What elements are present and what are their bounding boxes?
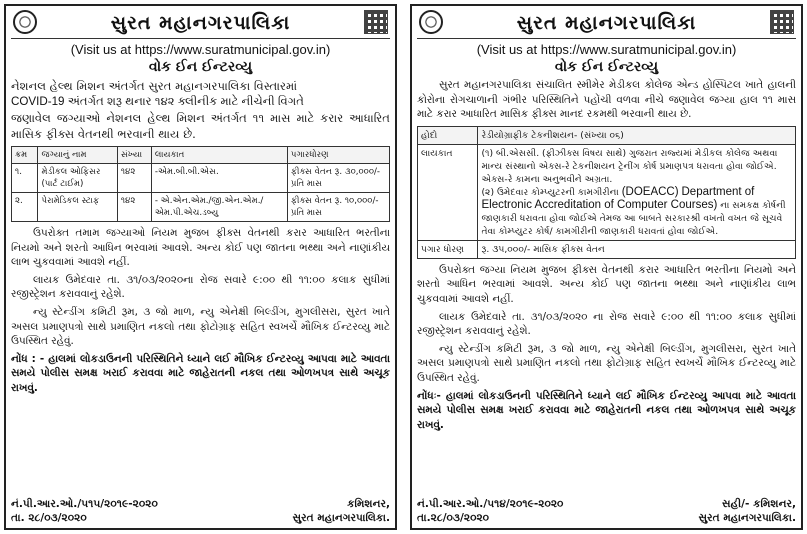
signatory-title: કમિશનર, <box>347 498 390 510</box>
cell-qualification: -એમ.બી.બી.એસ. <box>151 164 287 193</box>
cell-count: ૧૪૨ <box>117 164 151 193</box>
qr-code-icon <box>364 10 388 34</box>
pay-label: પગાર ધોરણ <box>418 240 478 258</box>
municipal-emblem-icon <box>13 10 37 34</box>
advertisement-left <box>4 4 397 530</box>
notice-date: તા. ૨૮/૦૩/૨૦૨૦ <box>11 512 87 524</box>
table-row <box>12 193 390 222</box>
footer <box>11 497 390 525</box>
cell-qualification: - એ.એન.એમ./જી.એન.એમ./ એમ.પી.એચ.ડબ્યુ <box>151 193 287 222</box>
pay-value: રૂ. ૩૫,૦૦૦/- માસિક ફીક્સ વેતન <box>478 240 796 258</box>
footer <box>417 497 796 525</box>
venue-paragraph: ન્યુ સ્ટેન્ડીંગ કમિટી રૂમ, ૩ જો માળ, ન્યુ એનેક્ષી બિલ્ડીંગ, મુગલીસરા, સુરત ખાતે અસલ પ્રમાણપત્રો સાથે પ્રમાણિત નકલો તથા ફોટોગ્રાફ સહિત સ્વખર્ચે મૌખિક ઈન્ટરવ્યુ માટે ઉપસ્થિત રહેવું. <box>417 342 796 384</box>
table-row <box>418 240 796 258</box>
table-row <box>12 164 390 193</box>
col-qualification: લાયકાત <box>151 147 287 164</box>
website-link[interactable]: (Visit us at https://www.suratmunicipal.gov.in) <box>70 42 331 57</box>
posts-table <box>11 146 390 222</box>
advertisement-right <box>410 4 803 530</box>
notice-date: તા.૨૮/૦૩/૨૦૨૦ <box>417 512 490 524</box>
intro-line-2: COVID-19 અંતર્ગત શરૂ થનાર ૧૪૨ ક્લીનીક માટે નીચેની વિગતે <box>11 95 304 108</box>
terms-paragraph: ઉપરોક્ત જગ્યા નિયમ મુજબ ફીક્સ વેતનથી કરાર આધારિત ભરતીના નિયમો અને શરતો આધિન ભરવામાં આવશે. અન્ય કોઈ પણ જાતના ભથ્થા અને નાણાંકીય લાભ ચુકવવામાં આવશે નહીં. <box>417 263 796 305</box>
registration-paragraph: લાયક ઉમેદવારે તા. ૩૧/૦૩/૨૦૨૦ ના રોજ સવારે ૯:૦૦ થી ૧૧:૦૦ કલાક સુધીમાં રજીસ્ટ્રેશન કરાવવાનું રહેશે. <box>417 310 796 338</box>
intro-line-3: જણાવેલ જગ્યાઓ નેશનલ હેલ્થ મિશન અંતર્ગત ૧૧ માસ માટે કરાર આધારિત માસિક ફીક્સ વેતનથી ભરવાની થાય છે. <box>11 111 390 141</box>
venue-paragraph: ન્યુ સ્ટેન્ડીંગ કમિટી રૂમ, ૩ જો માળ, ન્યુ એનેક્ષી બિલ્ડીંગ, મુગલીસરા, સુરત ખાતે અસલ પ્રમાણપત્રો સાથે પ્રમાણિત નકલો તથા ફોટોગ્રાફ સહિત સ્વખર્ચે મૌખિક ઈન્ટરવ્યુ માટે ઉપસ્થિત રહેવું. <box>11 305 390 348</box>
qualification-1: (૧) બી.એસસી. (ફીઝીક્સ વિષય સાથે) ગુજરાત રાજ્યમાં મેડીકલ કોલેજ અથવા માન્ય સંસ્થાનો એક્સ-રે ટેકનીશયન ટ્રેનીંગ કોર્ષ પ્રમાણપત્ર ધરાવતા હોવા જોઈએ. એક્સ-રે કામના અનુભવીને અગ્રતા. <box>481 147 778 185</box>
reference-number: નં.પી.આર.ઓ./૫૧૫/૨૦૧૯-૨૦૨૦ <box>11 498 158 510</box>
qualification-2-b: ના સમકક્ષ કોર્ષની જાણકારી ધરાવતા હોવા જોઈએ તેમજ આ બાબતે સરકારશ્રી વખતો વખત જે સૂચવે તેવા કોમ્પ્યુટર કોર્ષ/ કામગીરીની જાણકારી ધરાવતાં હોવા જોઈએ. <box>481 199 786 237</box>
org-name: સુરત મહાનગરપાલિકા <box>110 12 291 34</box>
registration-paragraph: લાયક ઉમેદવાર તા. ૩૧/૦૩/૨૦૨૦ના રોજ સવારે ૯:૦૦ થી ૧૧:૦૦ કલાક સુધીમાં રજીસ્ટ્રેશન કરાવવાનું રહેશે. <box>11 273 390 301</box>
reference-number: નં.પી.આર.ઓ./૫૧૪/૨૦૧૯-૨૦૨૦ <box>417 498 564 510</box>
post-value: રેડીયોગ્રાફીક ટેકનીશયન- (સંખ્યા ૦૬) <box>478 126 796 144</box>
col-count: સંખ્યા <box>117 147 151 164</box>
post-table <box>417 126 796 259</box>
cell-sr: ૧. <box>12 164 38 193</box>
post-label: હોદો <box>418 126 478 144</box>
cell-sr: ૨. <box>12 193 38 222</box>
doeacc-full-name: Department of Electronic Accreditation of Computer Courses) <box>481 185 755 211</box>
table-header-row <box>12 147 390 164</box>
cell-post: પેરામેડિકલ સ્ટાફ <box>38 193 117 222</box>
signatory-org: સુરત મહાનગરપાલિકા. <box>698 512 796 524</box>
qualification-2 <box>481 186 792 238</box>
signatory-title: સહી/- કમિશનર, <box>721 498 796 510</box>
cell-count: ૧૪૨ <box>117 193 151 222</box>
header <box>11 9 390 39</box>
qr-code-icon <box>770 10 794 34</box>
cell-pay: ફીક્સ વેતન રૂ. ૧૦,૦૦૦/- પ્રતિ માસ <box>287 193 389 222</box>
qualification-2-a: (૨) ઉમેદવાર કોમ્પ્યુટરની કામગીરીના <box>481 186 619 198</box>
cell-pay: ફીક્સ વેતન રૂ. ૩૦,૦૦૦/- પ્રતિ માસ <box>287 164 389 193</box>
intro-paragraph: સુરત મહાનગરપાલિકા સંચાલિત સ્મીમેર મેડીકલ કોલેજ એન્ડ હોસ્પિટલ ખાતે હાલની કોરોના રોગચાળાની ગંભીર પરિસ્થિતિને પહોંચી વળવા નીચે જણાવેલ જગ્યા હાલ ૧૧ માસ માટે કરાર આધારિત માસિક ફીક્સ માનદ રકમથી ભરવાની થાય છે. <box>417 79 796 121</box>
qualification-label: લાયકાત <box>418 144 478 240</box>
col-post: જગ્યાનું નામ <box>38 147 117 164</box>
header <box>417 9 796 39</box>
table-row <box>418 144 796 240</box>
notice-title: વોક ઈન ઈન્ટરવ્યુ <box>148 59 253 75</box>
doeacc-code: (DOEACC) <box>621 185 679 198</box>
cell-post: મેડીકલ ઓફિસર (પાર્ટ ટાઈમ) <box>38 164 117 193</box>
org-name: સુરત મહાનગરપાલિકા <box>516 12 697 34</box>
intro-line-1: નેશનલ હેલ્થ મિશન અંતર્ગત સુરત મહાનગરપાલિકા વિસ્તારમાં <box>11 79 298 93</box>
website-link[interactable]: (Visit us at https://www.suratmunicipal.gov.in) <box>476 42 737 57</box>
col-pay: પગારધોરણ <box>287 147 389 164</box>
municipal-emblem-icon <box>419 10 443 34</box>
note-paragraph: નોંધ : - હાલમાં લોકડાઉનની પરિસ્થિતિને ધ્યાને લઈ મૌખિક ઈન્ટરવ્યુ આપવા માટે આવતા સમયે પોલીસ સમક્ષ ખરાઈ કરાવવા માટે જાહેરાતની નકલ તથા ઓળખપત્ર સાથે અચૂક રાખવું. <box>11 352 390 394</box>
note-paragraph: નોંધઃ- હાલમાં લોકડાઉનની પરિસ્થિતિને ધ્યાને લઈ મૌખિક ઈન્ટરવ્યુ આપવા માટે આવતા સમયે પોલીસ સમક્ષ ખરાઈ કરાવવા માટે જાહેરાતની નકલ તથા ઓળખપત્ર સાથે અચૂક રાખવું. <box>417 389 796 431</box>
col-sr: ક્રમ <box>12 147 38 164</box>
qualification-value <box>478 144 796 240</box>
terms-paragraph: ઉપરોક્ત તમામ જગ્યાઓ નિયમ મુજબ ફીક્સ વેતનથી કરાર આધારિત ભરતીના નિયમો અને શરતો આધિન ભરવામાં આવશે. અન્ય કોઈ પણ જાતના ભથ્થા અને નાણાંકીય લાભ ચુકવવામાં આવશે નહીં. <box>11 227 390 269</box>
table-row <box>418 126 796 144</box>
notice-title: વોક ઈન ઈન્ટરવ્યુ <box>554 59 659 75</box>
signatory-org: સુરત મહાનગરપાલિકા. <box>292 512 390 524</box>
